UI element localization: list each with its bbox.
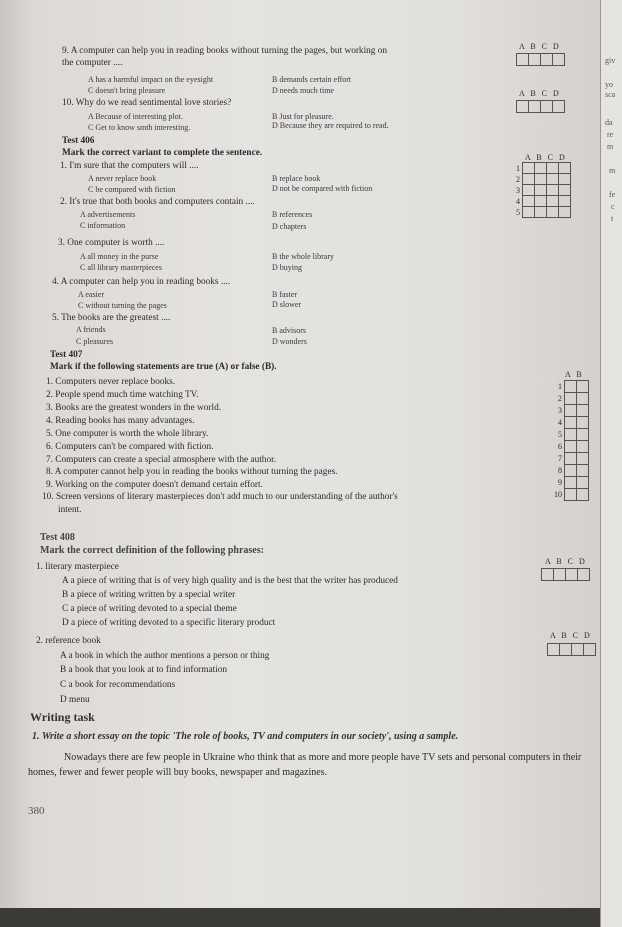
edge-fragment: re bbox=[607, 130, 614, 139]
test406-q1: 1. I'm sure that the computers will .... bbox=[60, 161, 199, 171]
q9-option-b: B demands certain effort bbox=[272, 75, 352, 84]
next-page-edge bbox=[600, 0, 622, 927]
writing-task-prompt: 1. Write a short essay on the topic 'The role of books, TV and computers in our society', using a sample. bbox=[32, 731, 459, 742]
writing-task-title: Writing task bbox=[30, 710, 95, 724]
row-number: 7 bbox=[558, 454, 562, 463]
test408-p1-answer-boxes[interactable] bbox=[541, 568, 590, 581]
test408-p2-a: A a book in which the author mentions a person or thing bbox=[60, 651, 270, 661]
test407-item-5: 5. One computer is worth the whole library. bbox=[46, 429, 209, 439]
test408-p2-abcd-label: A B C D bbox=[550, 631, 592, 640]
edge-fragment: t bbox=[611, 214, 614, 223]
q10-option-a: A Because of interesting plot. bbox=[88, 112, 183, 121]
test407-item-3: 3. Books are the greatest wonders in the world. bbox=[46, 403, 222, 413]
test408-p1-abcd-label: A B C D bbox=[545, 557, 587, 566]
row-number: 1 bbox=[558, 382, 562, 391]
test-408-title: Test 408 bbox=[40, 532, 75, 543]
test406-q5-a: A friends bbox=[76, 325, 106, 334]
test407-item-2: 2. People spend much time watching TV. bbox=[46, 390, 199, 400]
test406-q4-d: D slower bbox=[272, 300, 302, 309]
edge-fragment: giv bbox=[605, 56, 616, 65]
row-number: 3 bbox=[558, 406, 562, 415]
test406-q4: 4. A computer can help you in reading books .... bbox=[52, 277, 231, 287]
test407-ab-label: A B bbox=[565, 370, 584, 379]
test407-item-9: 9. Working on the computer doesn't demand certain effort. bbox=[46, 480, 263, 490]
test406-q1-d: D not be compared with fiction bbox=[272, 184, 373, 193]
q10-abcd-label: A B C D bbox=[519, 89, 561, 98]
test406-q2-c: C information bbox=[80, 221, 126, 230]
row-number: 1 bbox=[516, 163, 520, 173]
test407-item-8: 8. A computer cannot help you in reading the books without turning the pages. bbox=[46, 467, 338, 477]
test-406-title: Test 406 bbox=[62, 136, 95, 146]
q9-option-c: C doesn't bring pleasure bbox=[88, 86, 166, 95]
test406-q4-a: A easier bbox=[78, 290, 104, 299]
test406-q4-b: B faster bbox=[272, 290, 298, 299]
test406-q2-b: B references bbox=[272, 210, 313, 219]
row-number: 10 bbox=[554, 490, 562, 499]
question-9-continued: the computer .... bbox=[62, 58, 123, 68]
row-number: 5 bbox=[516, 207, 520, 217]
test406-answer-grid[interactable] bbox=[510, 162, 571, 218]
test406-q3-c: C all library masterpieces bbox=[80, 263, 162, 272]
test408-phrase-1: 1. literary masterpiece bbox=[36, 562, 119, 572]
test-406-instruction: Mark the correct variant to complete the sentence. bbox=[62, 148, 263, 158]
test407-item-10: 10. Screen versions of literary masterpieces don't add much to our understanding of the author's bbox=[42, 492, 398, 502]
edge-fragment: c bbox=[611, 202, 615, 211]
q9-abcd-label: A B C D bbox=[519, 42, 561, 51]
row-number: 9 bbox=[558, 478, 562, 487]
test406-q1-b: B replace book bbox=[272, 174, 321, 183]
row-number: 4 bbox=[558, 418, 562, 427]
row-number: 6 bbox=[558, 442, 562, 451]
test-408-instruction: Mark the correct definition of the following phrases: bbox=[40, 545, 264, 556]
test406-q2: 2. It's true that both books and computers contain .... bbox=[60, 197, 255, 207]
row-number: 2 bbox=[516, 174, 520, 184]
test-407-instruction: Mark if the following statements are true (A) or false (B). bbox=[50, 362, 277, 372]
test406-q3-d: D buying bbox=[272, 263, 302, 272]
q10-option-c: C Get to know smth interesting. bbox=[88, 123, 191, 132]
test408-p1-a: A a piece of writing that is of very high quality and is the best that the writer has produced bbox=[62, 576, 398, 586]
q9-option-d: D needs much time bbox=[272, 86, 334, 95]
edge-fragment: da bbox=[605, 118, 613, 127]
test406-q1-a: A never replace book bbox=[88, 174, 157, 183]
test407-item-10-continued: intent. bbox=[58, 505, 82, 515]
test408-p2-answer-boxes[interactable] bbox=[547, 643, 596, 656]
q9-option-a: A has a harmful impact on the eyesight bbox=[88, 75, 214, 84]
test407-answer-grid[interactable] bbox=[552, 380, 589, 501]
test406-q2-d: D chapters bbox=[272, 222, 307, 231]
test407-item-4: 4. Reading books has many advantages. bbox=[46, 416, 195, 426]
row-number: 2 bbox=[558, 394, 562, 403]
test406-q5: 5. The books are the greatest .... bbox=[52, 313, 171, 323]
test407-item-1: 1. Computers never replace books. bbox=[46, 377, 176, 387]
test406-q3-b: B the whole library bbox=[272, 252, 334, 261]
question-10: 10. Why do we read sentimental love stories? bbox=[62, 98, 232, 108]
edge-fragment: sca bbox=[605, 90, 616, 99]
test408-phrase-2: 2. reference book bbox=[36, 636, 101, 646]
test407-item-7: 7. Computers can create a special atmosphere with the author. bbox=[46, 455, 277, 465]
test408-p1-c: C a piece of writing devoted to a special theme bbox=[62, 604, 237, 614]
edge-fragment: fe bbox=[609, 190, 616, 199]
edge-fragment: yo bbox=[605, 80, 613, 89]
q10-option-d: D Because they are required to read. bbox=[272, 121, 389, 130]
row-number: 4 bbox=[516, 196, 520, 206]
test406-q5-b: B advisors bbox=[272, 326, 306, 335]
test407-item-6: 6. Computers can't be compared with fiction. bbox=[46, 442, 214, 452]
q10-option-b: B Just for pleasure. bbox=[272, 112, 334, 121]
question-9: 9. A computer can help you in reading books without turning the pages, but working on bbox=[62, 46, 388, 56]
test-407-title: Test 407 bbox=[50, 350, 83, 360]
test406-q5-c: C pleasures bbox=[76, 337, 114, 346]
row-number: 8 bbox=[558, 466, 562, 475]
row-number: 3 bbox=[516, 185, 520, 195]
test408-p2-c: C a book for recommendations bbox=[60, 680, 176, 690]
test406-q4-c: C without turning the pages bbox=[78, 301, 167, 310]
page-number: 380 bbox=[28, 805, 45, 817]
test406-q3-a: A all money in the purse bbox=[80, 252, 159, 261]
test406-q3: 3. One computer is worth .... bbox=[58, 238, 165, 248]
test408-p2-b: B a book that you look at to find information bbox=[60, 665, 228, 675]
edge-fragment: m bbox=[607, 142, 614, 151]
test408-p1-d: D a piece of writing devoted to a specific literary product bbox=[62, 618, 276, 628]
test406-q5-d: D wonders bbox=[272, 337, 307, 346]
test406-q2-a: A advertisements bbox=[80, 210, 136, 219]
test406-q1-c: C be compared with fiction bbox=[88, 185, 176, 194]
bottom-background bbox=[0, 908, 600, 927]
row-number: 5 bbox=[558, 430, 562, 439]
writing-task-sample: Nowadays there are few people in Ukraine who think that as more and more people have TV sets and personal computers in their homes, fewer and fewer people will buy books, newspaper and magazines. bbox=[28, 752, 582, 778]
test408-p1-b: B a piece of writing written by a special writer bbox=[62, 590, 236, 600]
test408-p2-d: D menu bbox=[60, 695, 90, 705]
q9-answer-boxes[interactable] bbox=[516, 53, 565, 66]
q10-answer-boxes[interactable] bbox=[516, 100, 565, 113]
edge-fragment: m bbox=[609, 166, 616, 175]
test406-abcd-label: A B C D bbox=[525, 153, 567, 162]
